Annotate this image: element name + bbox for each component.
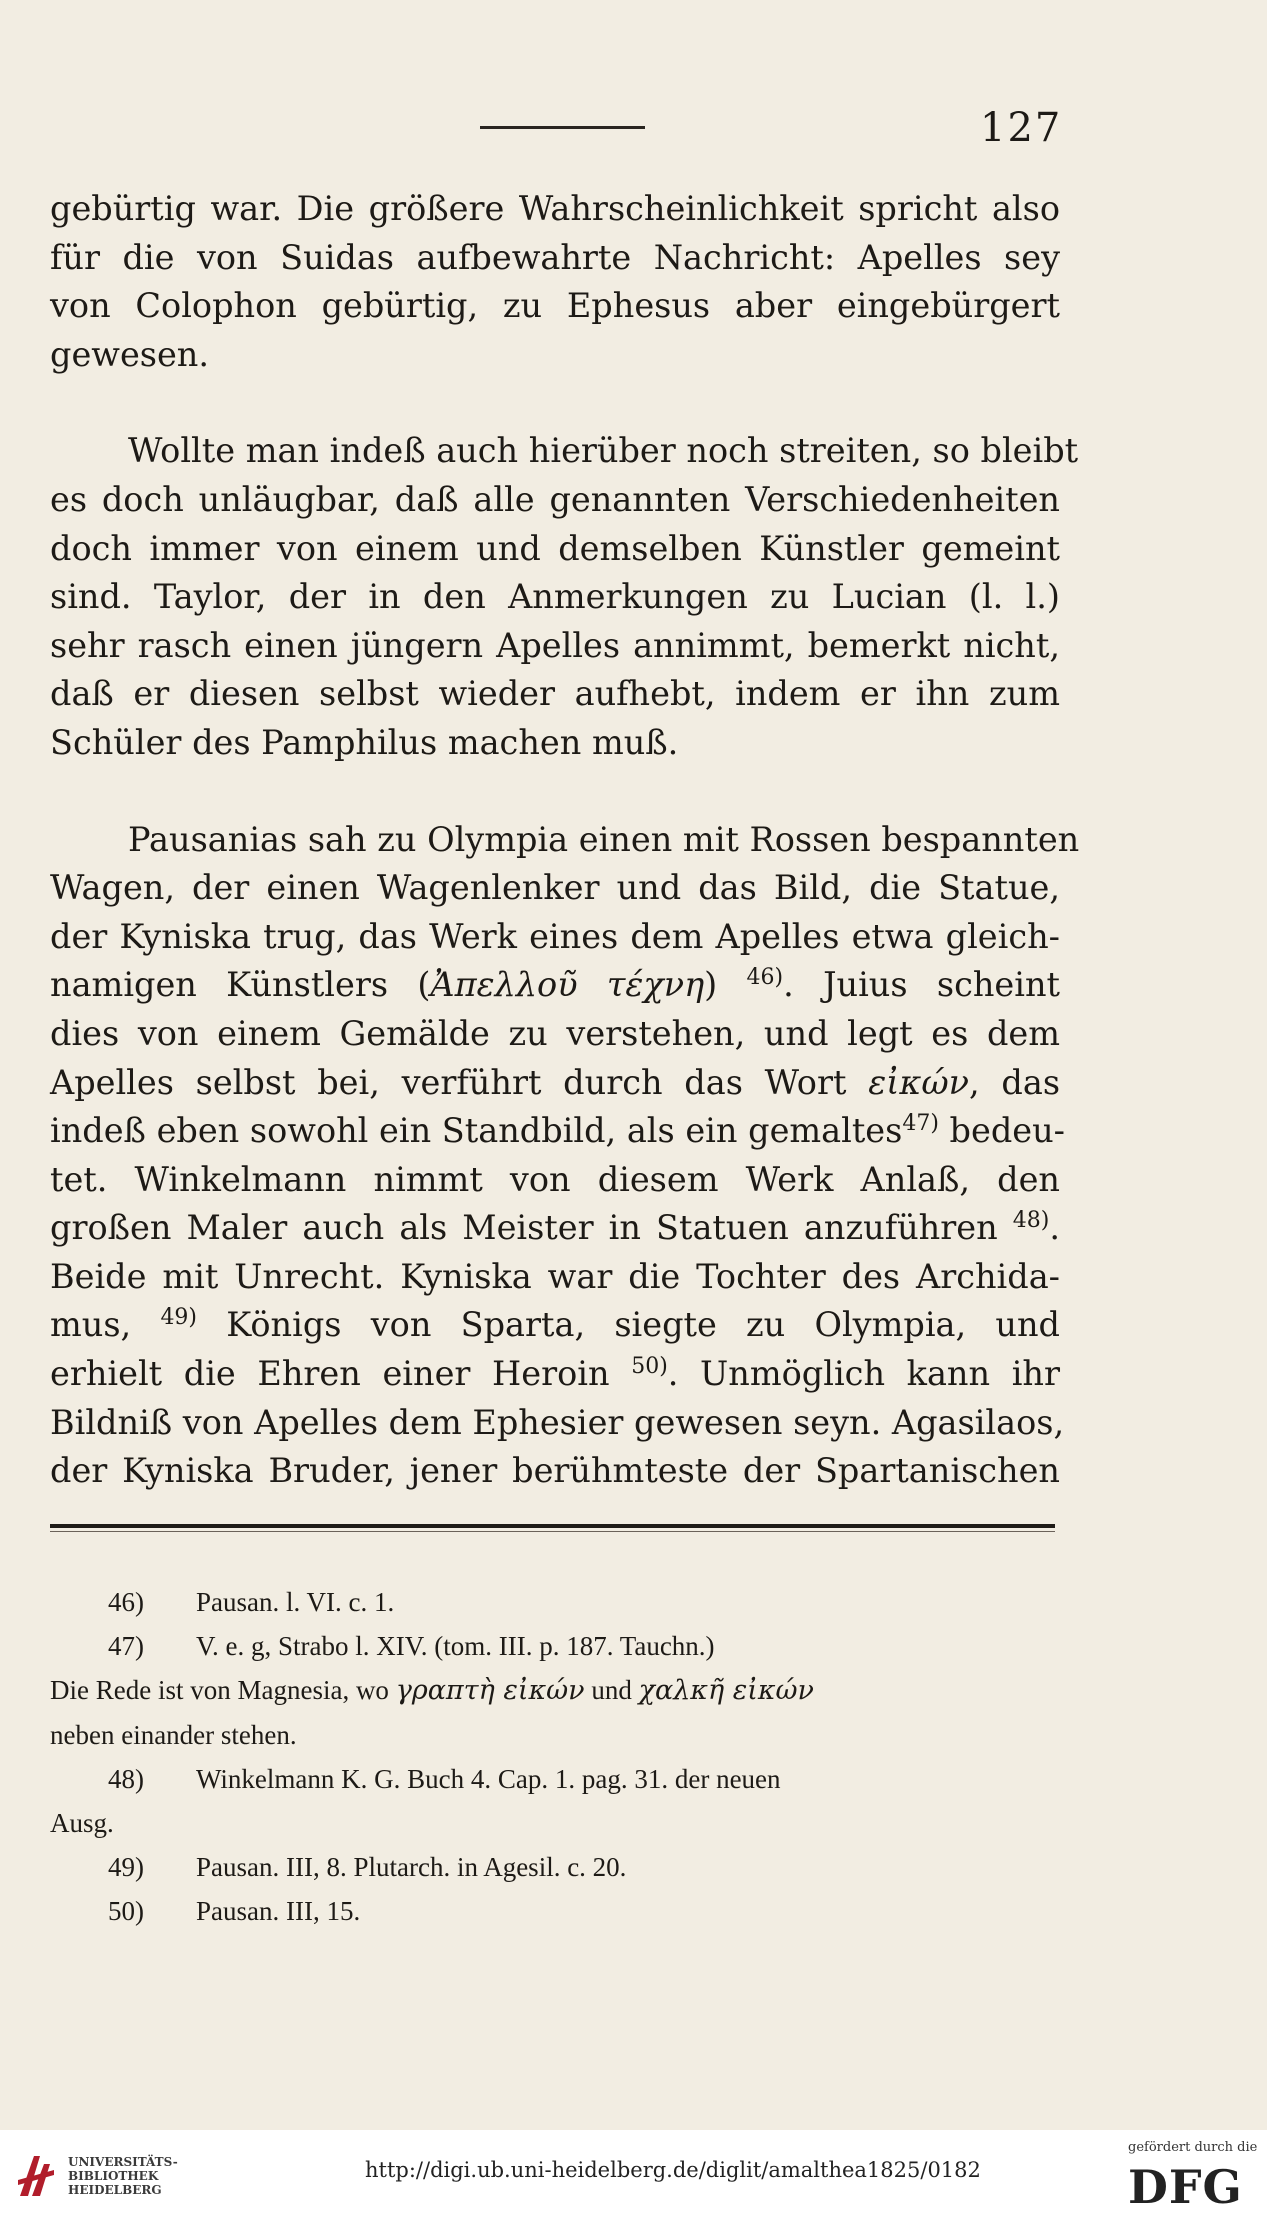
footnote-text: Pausan. III, 8. Plutarch. in Agesil. c. 20. <box>196 1852 627 1882</box>
text-line: dies von einem Gemälde zu verstehen, und legt es dem <box>50 1013 1060 1053</box>
text-segment: namigen Künstlers ( <box>50 965 431 1005</box>
greek-word: εἰκών <box>868 1062 969 1102</box>
text-line: Bildniß von Apelles dem Ephesier gewesen seyn. Agasilaos, <box>50 1402 1065 1442</box>
footnote-number: 50) <box>108 1896 144 1926</box>
footnote-48 <box>50 1757 1060 1801</box>
footnote-text: und <box>584 1675 639 1705</box>
text-segment: . Unmöglich kann ihr <box>667 1354 1061 1394</box>
text-line: Pausanias sah zu Olympia einen mit Rossen bespannten <box>128 819 1080 859</box>
footnote-number: 46) <box>108 1587 144 1617</box>
footnote-50 <box>50 1889 1060 1933</box>
footnote-separator <box>50 1524 1055 1528</box>
greek-phrase: γραπτὴ εἰκών <box>395 1675 585 1706</box>
greek-phrase: Ἀπελλοῦ τέχνη <box>430 965 705 1005</box>
header-rule <box>480 126 645 129</box>
paragraph-3 <box>50 816 1080 1496</box>
footnote-ref-46[interactable]: 46) <box>746 965 784 991</box>
footnote-ref-50[interactable]: 50) <box>631 1354 668 1380</box>
paragraph-2 <box>50 427 1079 767</box>
funding-note: gefördert durch die <box>1128 2140 1258 2155</box>
page-number: 127 <box>980 105 1063 151</box>
footnote-48-line2: Ausg. <box>50 1808 114 1838</box>
footnote-47 <box>50 1624 1060 1668</box>
footnote-47-line3: neben einander stehen. <box>50 1720 297 1750</box>
text-line: gewesen. <box>50 334 210 374</box>
text-segment: . <box>1049 1208 1060 1248</box>
text-line: sehr rasch einen jüngern Apelles annimmt, bemerkt nicht, <box>50 625 1060 665</box>
text-segment: Königs von Sparta, siegte zu Olympia, und <box>197 1305 1060 1345</box>
text-line: Wollte man indeß auch hierüber noch streiten, so bleibt <box>128 431 1079 471</box>
footnote-number: 48) <box>108 1764 144 1794</box>
library-line: BIBLIOTHEK <box>68 2169 159 2183</box>
text-segment: , das <box>969 1062 1061 1102</box>
permalink-url[interactable]: http://digi.ub.uni-heidelberg.de/diglit/amalthea1825/0182 <box>365 2158 981 2182</box>
text-segment: Apelles selbst bei, verführt durch das Wort <box>50 1062 847 1102</box>
footnote-46 <box>50 1580 1060 1624</box>
text-segment: mus, <box>50 1305 132 1345</box>
greek-phrase: χαλκῆ εἰκών <box>638 1675 814 1706</box>
text-line: gebürtig war. Die größere Wahrscheinlichkeit spricht also <box>50 189 1060 228</box>
text-line: sind. Taylor, der in den Anmerkungen zu Lucian (l. l.) <box>50 577 1060 617</box>
text-segment: großen Maler auch als Meister in Statuen anzuführen <box>50 1208 998 1248</box>
footnote-number: 47) <box>108 1631 144 1661</box>
text-line <box>50 1301 1060 1350</box>
text-line: tet. Winkelmann nimmt von diesem Werk Anlaß, den <box>50 1159 1060 1199</box>
text-line: der Kyniska trug, das Werk eines dem Apelles etwa gleich- <box>50 916 1060 956</box>
text-segment: bedeu- <box>938 1111 1065 1151</box>
text-line <box>50 1204 1060 1253</box>
text-line: es doch unläugbar, daß alle genannten Verschiedenheiten <box>50 479 1060 519</box>
footnote-separator-thin <box>50 1531 1055 1532</box>
footnote-ref-47[interactable]: 47) <box>902 1111 939 1137</box>
footnote-47-line2 <box>50 1668 1060 1713</box>
paragraph-1 <box>50 185 1060 379</box>
text-line: daß er diesen selbst wieder aufhebt, indem er ihn zum <box>50 674 1060 714</box>
text-line <box>50 1059 1060 1108</box>
text-line: von Colophon gebürtig, zu Ephesus aber eingebürgert <box>50 286 1060 326</box>
footnote-ref-49[interactable]: 49) <box>160 1305 198 1331</box>
text-segment: . Juius scheint <box>783 965 1060 1005</box>
library-line: UNIVERSITÄTS- <box>68 2155 178 2169</box>
footnotes <box>50 1580 1060 1933</box>
dfg-logo[interactable]: DFG <box>1128 2160 1243 2214</box>
footnote-text: Die Rede ist von Magnesia, wo <box>50 1675 396 1705</box>
library-line: HEIDELBERG <box>68 2183 162 2197</box>
text-line <box>50 1107 1065 1156</box>
body-text <box>50 185 1080 1496</box>
text-line: für die von Suidas aufbewahrte Nachricht: Apelles sey <box>50 237 1060 277</box>
text-line: doch immer von einem und demselben Künstler gemeint <box>50 528 1060 568</box>
footnote-text: Winkelmann K. G. Buch 4. Cap. 1. pag. 31. der neuen <box>196 1764 781 1794</box>
text-line: der Kyniska Bruder, jener berühmteste der Spartanischen <box>50 1451 1060 1491</box>
text-segment: ) <box>704 965 718 1005</box>
footnote-text: Pausan. III, 15. <box>196 1896 361 1926</box>
text-line <box>50 1350 1060 1399</box>
library-name <box>68 2155 178 2197</box>
text-line: Schüler des Pamphilus machen muß. <box>50 722 679 762</box>
footnote-ref-48[interactable]: 48) <box>1012 1208 1050 1234</box>
text-line: Wagen, der einen Wagenlenker und das Bild, die Statue, <box>50 868 1060 908</box>
text-line <box>50 961 1060 1010</box>
footnote-number: 49) <box>108 1852 144 1882</box>
text-segment: erhielt die Ehren einer Heroin <box>50 1354 610 1394</box>
text-line: Beide mit Unrecht. Kyniska war die Tochter des Archida- <box>50 1256 1060 1296</box>
footnote-text: Pausan. l. VI. c. 1. <box>196 1587 395 1617</box>
text-segment: indeß eben sowohl ein Standbild, als ein gemaltes <box>50 1111 903 1151</box>
university-logo-icon[interactable] <box>14 2150 58 2202</box>
footnote-text: V. e. g, Strabo l. XIV. (tom. III. p. 187. Tauchn.) <box>196 1631 715 1661</box>
footnote-49 <box>50 1845 1060 1889</box>
